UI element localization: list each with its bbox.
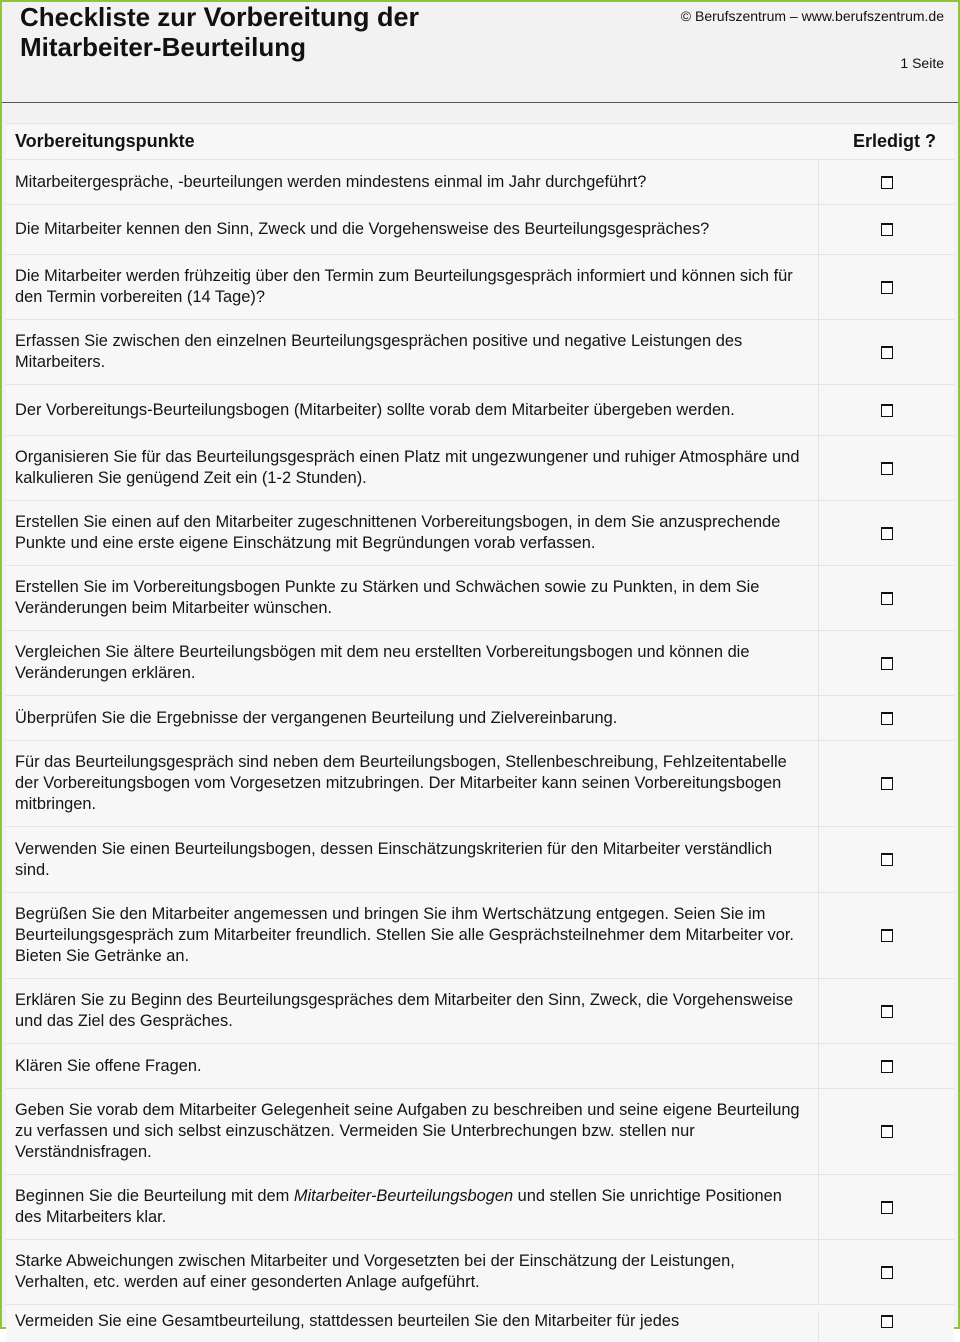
checklist-item-text: Mitarbeitergespräche, -beurteilungen werden mindestens einmal im Jahr durchgeführt? <box>15 172 647 191</box>
checklist-item-text: Starke Abweichungen zwischen Mitarbeiter und Vorgesetzten bei der Einschätzung der Leistungen, Verhalten, etc. werden auf einer gesonderten Anlage aufgeführt. <box>15 1252 735 1291</box>
checkbox[interactable] <box>881 1125 893 1138</box>
checkbox[interactable] <box>881 281 893 294</box>
document-header <box>2 2 958 103</box>
checkbox[interactable] <box>881 346 893 359</box>
checklist-item-text: Verwenden Sie einen Beurteilungsbogen, dessen Einschätzungskriterien für den Mitarbeiter verständlich sind. <box>15 839 773 879</box>
checkbox[interactable] <box>881 1005 893 1018</box>
checklist-item-text: Der Vorbereitungs-Beurteilungsbogen (Mitarbeiter) sollte vorab dem Mitarbeiter übergeben werden. <box>15 400 735 419</box>
checkbox[interactable] <box>881 223 893 236</box>
column-header-points: Vorbereitungspunkte <box>15 131 195 151</box>
checklist-item-text: Erfassen Sie zwischen den einzelnen Beurteilungsgesprächen positive und negative Leistungen des Mitarbeiters. <box>15 332 743 371</box>
table-row <box>6 740 954 826</box>
page-title: Checkliste zur Vorbereitung der Mitarbeiter-Beurteilung <box>20 2 420 62</box>
column-header-done: Erledigt ? <box>852 131 936 151</box>
table-row <box>6 1043 954 1088</box>
table-row <box>6 1304 954 1342</box>
table-row <box>6 435 954 500</box>
table-row <box>6 978 954 1043</box>
checkbox[interactable] <box>881 462 893 475</box>
table-row <box>6 384 954 435</box>
checkbox[interactable] <box>881 929 893 942</box>
table-row <box>6 1088 954 1174</box>
checkbox[interactable] <box>881 527 893 540</box>
table-row <box>6 1239 954 1304</box>
checklist-item-text: Erklären Sie zu Beginn des Beurteilungsgespräches dem Mitarbeiter den Sinn, Zweck, die Vorgehensweise und das Ziel des Gespräches. <box>15 991 794 1030</box>
checklist-item-text: Vergleichen Sie ältere Beurteilungsbögen mit dem neu erstellten Vorbereitungsbogen und können die Veränderungen erklären. <box>15 643 750 682</box>
checklist-item-text: Die Mitarbeiter werden frühzeitig über den Termin zum Beurteilungsgespräch informiert und können sich für den Termin vorbereiten (14 Tage)? <box>15 267 793 306</box>
table-row <box>6 1174 954 1239</box>
checkbox[interactable] <box>881 853 893 866</box>
copyright-notice: © Berufszentrum – www.berufszentrum.de <box>680 8 944 24</box>
checklist-item-text: Vermeiden Sie eine Gesamtbeurteilung, stattdessen beurteilen Sie den Mitarbeiter für jedes <box>15 1312 680 1330</box>
checkbox[interactable] <box>881 712 893 725</box>
checklist-item-text: Für das Beurteilungsgespräch sind neben dem Beurteilungsbogen, Stellenbeschreibung, Fehlzeitentabelle der Vorbereitungsbogen vom Vorgesetzen mitzubringen. Der Mitarbeiter kann seinen Vorbereitungsbogen mitbringen. <box>15 753 787 813</box>
checklist-item-text: Geben Sie vorab dem Mitarbeiter Gelegenheit seine Aufgaben zu beschreiben und seine eigene Beurteilung zu verfassen und sich selbst einzuschätzen. Vermeiden Sie Unterbrechungen bzw. stellen nur Verständnisfragen. <box>15 1101 800 1161</box>
page-count: 1 Seite <box>900 55 944 71</box>
table-row <box>6 159 954 204</box>
checkbox[interactable] <box>881 592 893 605</box>
checklist-item-text: Klären Sie offene Fragen. <box>15 1056 202 1075</box>
checkbox[interactable] <box>881 777 893 790</box>
table-header-row <box>6 123 954 159</box>
checkbox[interactable] <box>881 1266 893 1279</box>
table-row <box>6 630 954 695</box>
checkbox[interactable] <box>881 176 893 189</box>
checkbox[interactable] <box>881 404 893 417</box>
table-row <box>6 254 954 319</box>
table-row <box>6 826 954 892</box>
table-row <box>6 565 954 630</box>
checkbox[interactable] <box>881 1201 893 1214</box>
table-row <box>6 319 954 384</box>
checklist-item-text: Erstellen Sie einen auf den Mitarbeiter zugeschnittenen Vorbereitungsbogen, in dem Sie anzusprechende Punkte und eine erste eigene Einschätzung mit Begründungen vorab verfassen. <box>15 513 781 552</box>
table-row <box>6 500 954 565</box>
table-row <box>6 892 954 978</box>
table-row <box>6 204 954 254</box>
checklist-item-text: Begrüßen Sie den Mitarbeiter angemessen und bringen Sie ihm Wertschätzung entgegen. Seien Sie im Beurteilungsgespräch zum Mitarbeiter freundlich. Stellen Sie alle Gesprächsteilnehmer dem Mitarbeiter vor. Bieten Sie Getränke an. <box>15 905 794 965</box>
checklist-item-text: Organisieren Sie für das Beurteilungsgespräch einen Platz mit ungezwungener und ruhiger Atmosphäre und kalkulieren Sie genügend Zeit ein (1-2 Stunden). <box>15 448 800 487</box>
checklist-table <box>6 123 954 1342</box>
checklist-item-text: Die Mitarbeiter kennen den Sinn, Zweck und die Vorgehensweise des Beurteilungsgespräches? <box>15 220 710 238</box>
table-row <box>6 695 954 740</box>
checkbox[interactable] <box>881 1315 893 1328</box>
checklist-item-text: Erstellen Sie im Vorbereitungsbogen Punkte zu Stärken und Schwächen sowie zu Punkten, in dem Sie Veränderungen beim Mitarbeiter wünschen. <box>15 578 760 617</box>
checklist-item-text: Beginnen Sie die Beurteilung mit dem Mitarbeiter-Beurteilungsbogen und stellen Sie unrichtige Positionen des Mitarbeiters klar. <box>15 1187 782 1226</box>
checkbox[interactable] <box>881 1060 893 1073</box>
checkbox[interactable] <box>881 657 893 670</box>
checklist-item-text: Überprüfen Sie die Ergebnisse der vergangenen Beurteilung und Zielvereinbarung. <box>15 708 618 727</box>
